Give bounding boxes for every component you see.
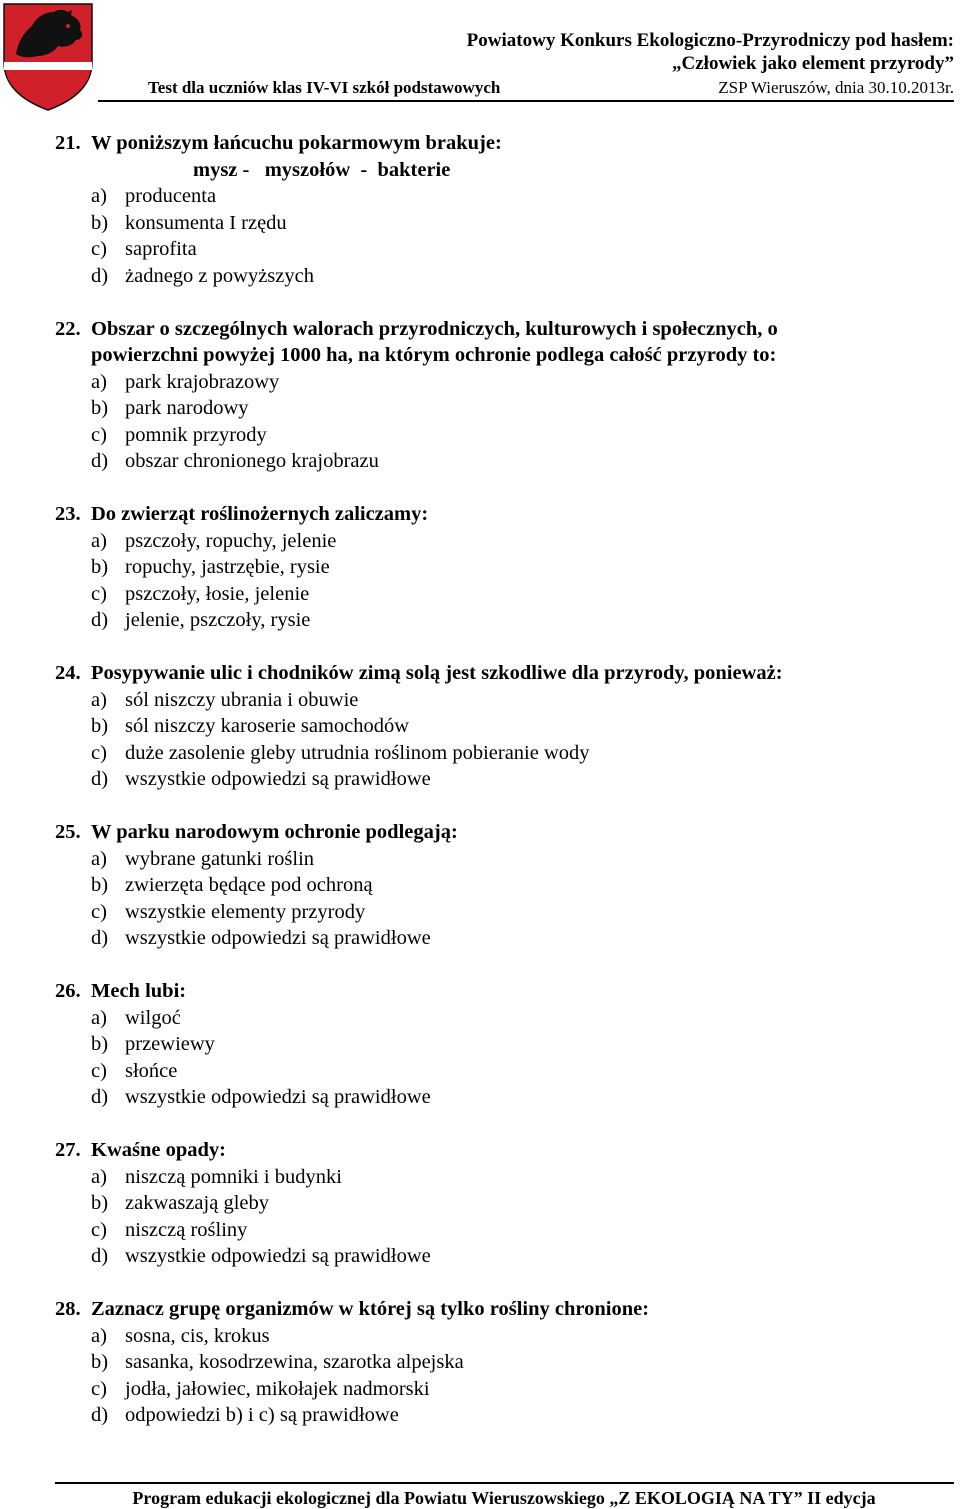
answer-letter: d): [91, 609, 109, 631]
answer-letter: c): [91, 582, 107, 605]
question-block: [55, 501, 935, 634]
answer-option: [55, 1164, 935, 1191]
answer-text: wszystkie odpowiedzi są prawidłowe: [125, 768, 431, 790]
answer-text: konsumenta I rzędu: [125, 211, 287, 234]
question-text-continued: powierzchni powyżej 1000 ha, na którym ochronie podlega całość przyrody to:: [91, 344, 777, 366]
answer-text: wszystkie odpowiedzi są prawidłowe: [125, 1086, 431, 1108]
answer-text: jelenie, pszczoły, rysie: [125, 609, 311, 631]
answer-letter: b): [91, 397, 109, 419]
answer-text: park narodowy: [125, 397, 249, 419]
answer-text: niszczą rośliny: [125, 1218, 248, 1241]
answer-text: obszar chronionego krajobrazu: [125, 450, 379, 472]
answer-letter: b): [91, 715, 109, 737]
answer-option: [55, 1323, 935, 1350]
question-heading: [55, 316, 935, 343]
header-contest-motto: „Człowiek jako element przyrody”: [672, 53, 954, 74]
question-heading: [55, 660, 935, 687]
answer-letter: a): [91, 185, 107, 207]
answer-option: [55, 422, 935, 449]
answer-letter: a): [91, 688, 107, 711]
answer-text: zakwaszają gleby: [125, 1192, 269, 1214]
answer-letter: d): [91, 768, 109, 790]
answer-option: [55, 395, 935, 422]
answer-letter: d): [91, 1086, 109, 1108]
answer-option: [55, 766, 935, 793]
header-test-label: Test dla uczniów klas IV-VI szkół podstawowych: [148, 78, 501, 97]
answer-option: [55, 846, 935, 873]
answer-option: [55, 1243, 935, 1270]
answer-text: producenta: [125, 185, 217, 207]
question-block: [55, 1137, 935, 1270]
answer-letter: c): [91, 1218, 107, 1241]
answer-option: [55, 554, 935, 581]
answer-text: duże zasolenie gleby utrudnia roślinom pobieranie wody: [125, 741, 590, 764]
answer-letter: a): [91, 1006, 107, 1029]
question-heading: [55, 501, 935, 528]
answer-text: wszystkie odpowiedzi są prawidłowe: [125, 1245, 431, 1267]
answer-text: pszczoły, ropuchy, jelenie: [125, 529, 337, 552]
answer-text: wilgoć: [125, 1006, 181, 1029]
answer-option: [55, 581, 935, 608]
question-number: 22.: [55, 317, 81, 340]
question-list: [55, 130, 935, 1455]
answer-text: zwierzęta będące pod ochroną: [125, 874, 373, 896]
answer-letter: b): [91, 1033, 109, 1055]
question-block: [55, 660, 935, 793]
answer-option: [55, 1217, 935, 1244]
question-block: [55, 978, 935, 1111]
answer-letter: d): [91, 264, 109, 287]
answer-letter: a): [91, 529, 107, 552]
question-heading: [55, 130, 935, 157]
answer-text: wszystkie odpowiedzi są prawidłowe: [125, 927, 431, 949]
answer-text: wszystkie elementy przyrody: [125, 900, 366, 923]
answer-text: żadnego z powyższych: [125, 264, 314, 287]
answer-letter: d): [91, 1404, 109, 1426]
answer-option: [55, 687, 935, 714]
answer-option: [55, 210, 935, 237]
question-text: Posypywanie ulic i chodników zimą solą jest szkodliwe dla przyrody, ponieważ:: [91, 662, 783, 684]
question-block: [55, 1296, 935, 1429]
question-text: W poniższym łańcuchu pokarmowym brakuje:: [91, 132, 502, 154]
question-text: Zaznacz grupę organizmów w której są tylko rośliny chronione:: [91, 1298, 650, 1320]
answer-letter: d): [91, 1245, 109, 1267]
question-number: 24.: [55, 662, 81, 684]
question-block: [55, 819, 935, 952]
answer-option: [55, 528, 935, 555]
answer-text: sól niszczy ubrania i obuwie: [125, 688, 359, 711]
answer-text: ropuchy, jastrzębie, rysie: [125, 556, 330, 578]
answer-option: [55, 448, 935, 475]
answer-letter: a): [91, 847, 107, 870]
answer-letter: c): [91, 238, 107, 260]
answer-option: [55, 713, 935, 740]
question-text: Kwaśne opady:: [91, 1139, 226, 1161]
answer-option: [55, 1005, 935, 1032]
question-text: Mech lubi:: [91, 980, 187, 1002]
answer-option: [55, 1349, 935, 1376]
answer-text: słońce: [125, 1059, 178, 1082]
question-text: Do zwierząt roślinożernych zaliczamy:: [91, 503, 429, 525]
footer-divider: [55, 1482, 954, 1484]
question-block: [55, 316, 935, 475]
answer-letter: b): [91, 211, 109, 234]
answer-letter: c): [91, 900, 107, 923]
question-heading: [55, 1137, 935, 1164]
answer-letter: a): [91, 370, 107, 393]
header-place-date: ZSP Wieruszów, dnia 30.10.2013r.: [718, 78, 954, 97]
answer-text: sasanka, kosodrzewina, szarotka alpejska: [125, 1351, 464, 1373]
answer-text: niszczą pomniki i budynki: [125, 1165, 342, 1188]
question-block: [55, 130, 935, 289]
question-heading: [55, 1296, 935, 1323]
answer-option: [55, 1376, 935, 1403]
answer-text: pomnik przyrody: [125, 423, 267, 446]
question-number: 21.: [55, 132, 81, 154]
answer-option: [55, 899, 935, 926]
answer-text: odpowiedzi b) i c) są prawidłowe: [125, 1404, 399, 1426]
answer-option: [55, 263, 935, 290]
answer-text: sól niszczy karoserie samochodów: [125, 715, 410, 737]
answer-letter: a): [91, 1324, 107, 1347]
answer-option: [55, 183, 935, 210]
question-heading: [55, 819, 935, 846]
answer-letter: b): [91, 1192, 109, 1214]
answer-option: [55, 236, 935, 263]
footer-program-text: Program edukacji ekologicznej dla Powiatu Wieruszowskiego „Z EKOLOGIĄ NA TY” II edycja: [132, 1488, 876, 1508]
question-number: 23.: [55, 503, 81, 525]
question-text: W parku narodowym ochronie podlegają:: [91, 821, 458, 843]
answer-option: [55, 1058, 935, 1085]
answer-letter: d): [91, 450, 109, 472]
answer-option: [55, 607, 935, 634]
answer-option: [55, 925, 935, 952]
answer-letter: c): [91, 1059, 107, 1082]
answer-option: [55, 872, 935, 899]
header-divider: [98, 100, 954, 102]
answer-letter: c): [91, 741, 107, 764]
answer-option: [55, 1402, 935, 1429]
answer-option: [55, 1084, 935, 1111]
answer-letter: b): [91, 874, 109, 896]
answer-option: [55, 1190, 935, 1217]
answer-text: przewiewy: [125, 1033, 215, 1055]
question-number: 27.: [55, 1139, 81, 1161]
answer-text: park krajobrazowy: [125, 370, 280, 393]
answer-option: [55, 1031, 935, 1058]
answer-text: jodła, jałowiec, mikołajek nadmorski: [125, 1377, 430, 1400]
answer-letter: a): [91, 1165, 107, 1188]
question-number: 26.: [55, 980, 81, 1002]
answer-option: [55, 369, 935, 396]
answer-text: saprofita: [125, 238, 197, 260]
question-number: 25.: [55, 821, 81, 843]
answer-letter: c): [91, 423, 107, 446]
question-text: Obszar o szczególnych walorach przyrodniczych, kulturowych i społecznych, o: [91, 317, 778, 340]
answer-option: [55, 740, 935, 767]
food-chain-line: mysz - myszołów - bakterie: [193, 158, 451, 181]
header-contest-title: Powiatowy Konkurs Ekologiczno-Przyrodniczy pod hasłem:: [466, 30, 954, 51]
answer-letter: b): [91, 556, 109, 578]
answer-letter: c): [91, 1377, 107, 1400]
answer-text: wybrane gatunki roślin: [125, 847, 315, 870]
answer-letter: b): [91, 1351, 109, 1373]
answer-letter: d): [91, 927, 109, 949]
answer-text: sosna, cis, krokus: [125, 1324, 270, 1347]
coat-of-arms-logo: [2, 2, 94, 112]
answer-text: pszczoły, łosie, jelenie: [125, 582, 310, 605]
question-number: 28.: [55, 1298, 81, 1320]
question-heading: [55, 978, 935, 1005]
